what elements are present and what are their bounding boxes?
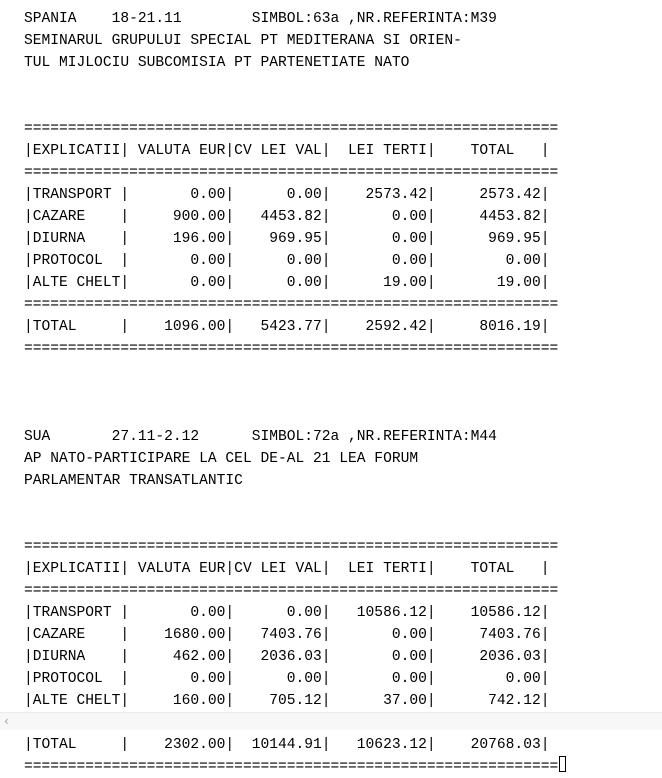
table-border: ============================================================= (24, 297, 559, 313)
table-row: |DIURNA | 196.00| 969.95| 0.00| 969.95| (24, 231, 550, 247)
horizontal-scrollbar[interactable] (0, 712, 662, 730)
text-line (24, 74, 566, 96)
text-line: SPANIA 18-21.11 SIMBOL:63a ,NR.REFERINTA:M39 (24, 11, 497, 27)
table-row: |PROTOCOL | 0.00| 0.00| 0.00| 0.00| (24, 253, 550, 269)
table-border: ============================================================= (24, 165, 559, 181)
table-row: |CAZARE | 1680.00| 7403.76| 0.00| 7403.76| (24, 627, 550, 643)
text-line: AP NATO-PARTICIPARE LA CEL DE-AL 21 LEA FORUM (24, 451, 419, 467)
text-line (24, 514, 566, 536)
table-border-last (24, 756, 566, 778)
table-row: |CAZARE | 900.00| 4453.82| 0.00| 4453.82| (24, 209, 550, 225)
document-text (24, 8, 566, 778)
table-row: |DIURNA | 462.00| 2036.03| 0.00| 2036.03| (24, 649, 550, 665)
table-header: |EXPLICATII| VALUTA EUR|CV LEI VAL| LEI TERTI| TOTAL | (24, 561, 550, 577)
chevron-left-icon[interactable]: ‹ (4, 714, 9, 728)
table-row: |ALTE CHELT| 0.00| 0.00| 19.00| 19.00| (24, 275, 550, 291)
text-line (24, 492, 566, 514)
table-row: |TRANSPORT | 0.00| 0.00| 10586.12| 10586.12| (24, 605, 550, 621)
table-border: ============================================================= (24, 121, 559, 137)
text-line (24, 382, 566, 404)
table-border: ============================================================= (24, 341, 559, 357)
text-line: SUA 27.11-2.12 SIMBOL:72a ,NR.REFERINTA:M44 (24, 429, 497, 445)
table-border: ============================================================= (24, 539, 559, 555)
table-row: |TRANSPORT | 0.00| 0.00| 2573.42| 2573.42| (24, 187, 550, 203)
text-line: PARLAMENTAR TRANSATLANTIC (24, 473, 243, 489)
text-line (24, 404, 566, 426)
text-line: TUL MIJLOCIU SUBCOMISIA PT PARTENETIATE NATO (24, 55, 410, 71)
table-row: |PROTOCOL | 0.00| 0.00| 0.00| 0.00| (24, 671, 550, 687)
table-border: ============================================================= (24, 583, 559, 599)
table-border-text: ============================================================= (24, 759, 559, 775)
text-cursor-box (559, 756, 566, 772)
text-line (24, 360, 566, 382)
text-line (24, 96, 566, 118)
table-total-row: |TOTAL | 1096.00| 5423.77| 2592.42| 8016.19| (24, 319, 550, 335)
text-line: SEMINARUL GRUPULUI SPECIAL PT MEDITERANA SI ORIEN- (24, 33, 462, 49)
table-row: |ALTE CHELT| 160.00| 705.12| 37.00| 742.12| (24, 693, 550, 709)
table-header: |EXPLICATII| VALUTA EUR|CV LEI VAL| LEI TERTI| TOTAL | (24, 143, 550, 159)
table-total-row: |TOTAL | 2302.00| 10144.91| 10623.12| 20768.03| (24, 737, 550, 753)
